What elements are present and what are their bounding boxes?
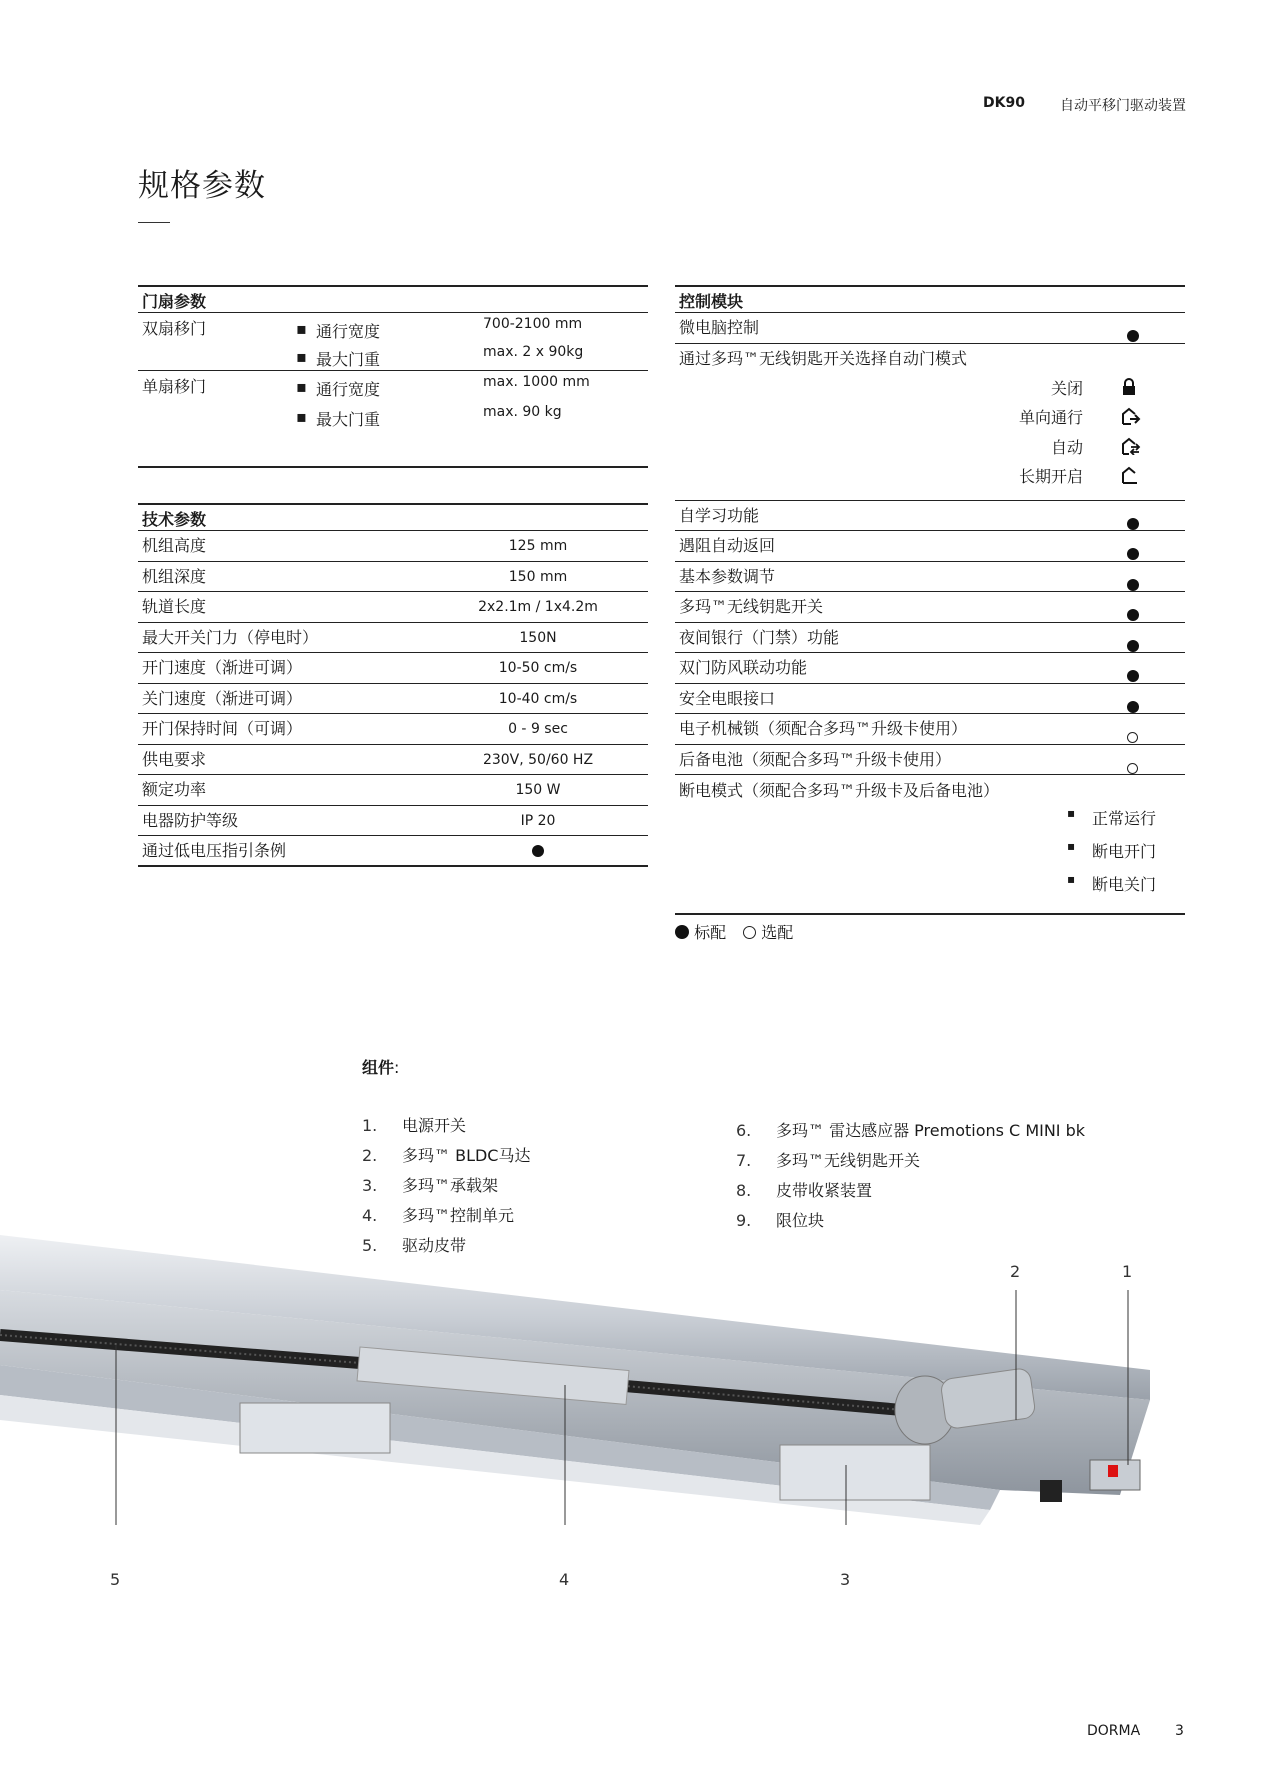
control-heading: 控制模块 — [675, 285, 1185, 313]
param-value: max. 2 x 90kg — [483, 344, 584, 360]
table-row — [138, 775, 648, 806]
table-row — [138, 684, 648, 715]
table-row — [675, 313, 1185, 344]
param-label: 通行宽度 — [316, 380, 381, 399]
table-row — [138, 806, 648, 837]
row-label: 基本参数调节 — [679, 566, 776, 586]
components-list-right — [736, 1116, 1085, 1236]
optional-ring-icon — [743, 926, 756, 939]
open-icon — [1121, 466, 1141, 488]
row-label: 夜间银行（门禁）功能 — [679, 627, 840, 647]
table-row — [138, 836, 648, 867]
list-item: 6. 多玛™ 雷达感应器 Premotions C MINI bk — [736, 1121, 1086, 1140]
switch-red — [1108, 1465, 1118, 1477]
one-way-icon — [1121, 407, 1141, 429]
param-label: 通行宽度 — [316, 322, 381, 341]
row-label: 开门速度（渐进可调） — [142, 658, 303, 677]
bullet-icon: ▪ — [296, 407, 307, 426]
control-module-table — [675, 285, 1185, 915]
param-label: 最大门重 — [316, 410, 381, 429]
legend-standard: 标配 — [694, 923, 727, 942]
table-row — [675, 745, 1185, 776]
row-label: 遇阻自动返回 — [679, 536, 776, 555]
table-row — [675, 714, 1185, 745]
footer-brand: DORMA — [1087, 1723, 1141, 1739]
row-label: 额定功率 — [142, 780, 207, 799]
table-row — [138, 653, 648, 684]
carriage-left — [240, 1403, 390, 1453]
list-item: 2. 多玛™ BLDC马达 — [362, 1146, 531, 1165]
row-value: 150 W — [515, 782, 561, 798]
model-code: DK90 — [983, 95, 1025, 111]
callout-2: 2 — [1010, 1262, 1021, 1281]
param-label: 最大门重 — [316, 350, 381, 369]
bullet-icon: ▪ — [296, 319, 307, 338]
door-params-table — [138, 285, 648, 468]
mode-label: 长期开启 — [1018, 466, 1083, 486]
list-item: 5. 驱动皮带 — [362, 1236, 467, 1255]
table-row — [675, 531, 1185, 562]
row-label: 通过低电压指引条例 — [142, 841, 287, 860]
table-row — [138, 623, 648, 654]
table-row — [675, 623, 1185, 654]
row-label: 机组高度 — [142, 536, 207, 555]
bullet-icon: ▪ — [296, 377, 307, 396]
param-value: max. 90 kg — [483, 404, 562, 420]
list-item: 9. 限位块 — [736, 1211, 825, 1230]
bullet-icon: ▪ — [1067, 806, 1076, 820]
row-value: 150 mm — [508, 568, 568, 585]
divider — [138, 370, 648, 371]
row-value: 0 - 9 sec — [508, 721, 568, 737]
standard-dot-icon — [438, 845, 638, 859]
table-row — [138, 745, 648, 776]
row-value: 10-50 cm/s — [498, 660, 578, 676]
list-item: 4. 多玛™控制单元 — [362, 1206, 515, 1225]
list-item: 7. 多玛™无线钥匙开关 — [736, 1151, 921, 1170]
row-label: 开门保持时间（可调） — [142, 719, 303, 738]
operator-illustration — [0, 1235, 1276, 1580]
standard-dot-icon — [675, 925, 689, 939]
table-row — [138, 562, 648, 593]
title-underline — [138, 222, 170, 223]
power-fail-option: 断电开门 — [1092, 842, 1157, 861]
param-value: max. 1000 mm — [483, 374, 590, 390]
page-number: 3 — [1175, 1723, 1184, 1739]
lock-icon — [1121, 378, 1137, 400]
carriage-right — [780, 1445, 930, 1500]
row-label: 后备电池（须配合多玛™升级卡使用） — [679, 749, 952, 769]
row-label: 多玛™无线钥匙开关 — [679, 597, 824, 616]
door-params-heading: 门扇参数 — [138, 285, 648, 313]
row-label: 关门速度（渐进可调） — [142, 688, 303, 708]
table-row — [675, 653, 1185, 684]
mode-label: 单向通行 — [1018, 407, 1083, 427]
table-row — [138, 531, 648, 562]
row-label: 电器防护等级 — [142, 810, 239, 830]
callout-5: 5 — [110, 1570, 121, 1589]
row-label: 安全电眼接口 — [679, 688, 776, 708]
row-value: 10-40 cm/s — [498, 690, 578, 707]
list-item: 8. 皮带收紧装置 — [736, 1181, 873, 1200]
callout-4: 4 — [559, 1570, 570, 1589]
row-label: 双门防风联动功能 — [679, 658, 808, 677]
table-row — [138, 714, 648, 745]
mode-selection — [675, 344, 1185, 501]
callout-3: 3 — [840, 1570, 851, 1589]
power-fail-label: 断电模式（须配合多玛™升级卡及后备电池） — [679, 781, 1000, 800]
param-value: 700-2100 mm — [483, 316, 583, 332]
table-row — [675, 592, 1185, 623]
mode-label: 关闭 — [1050, 378, 1083, 398]
row-value: 2x2.1m / 1x4.2m — [478, 599, 598, 615]
tech-params-heading: 技术参数 — [138, 503, 648, 531]
automatic-icon — [1121, 437, 1141, 459]
table-row — [675, 562, 1185, 593]
document-title: 自动平移门驱动装置 — [1060, 98, 1186, 114]
table-row — [675, 501, 1185, 532]
list-item: 3. 多玛™承载架 — [362, 1176, 499, 1195]
limit-block — [1040, 1480, 1062, 1502]
mode-label: 自动 — [1050, 437, 1083, 457]
row-label: 微电脑控制 — [679, 318, 760, 337]
row-value: 230V, 50/60 HZ — [482, 751, 594, 768]
tech-params-table — [138, 503, 648, 867]
page-title: 规格参数 — [138, 168, 266, 204]
table-row — [138, 592, 648, 623]
row-label: 供电要求 — [142, 749, 207, 769]
power-fail-section — [675, 775, 1185, 915]
bullet-icon: ▪ — [1067, 872, 1076, 886]
legend-optional: 选配 — [761, 923, 794, 942]
bullet-icon: ▪ — [296, 347, 307, 366]
row-value: 125 mm — [508, 538, 568, 554]
row-value: IP 20 — [520, 812, 556, 829]
power-fail-option: 正常运行 — [1092, 809, 1157, 828]
callout-1: 1 — [1122, 1262, 1133, 1281]
table-row — [675, 684, 1185, 715]
bullet-icon: ▪ — [1067, 839, 1076, 853]
row-label: 机组深度 — [142, 566, 207, 586]
row-label: 轨道长度 — [142, 597, 207, 616]
row-label: 最大开关门力（停电时） — [142, 627, 319, 647]
mode-select-label: 通过多玛™无线钥匙开关选择自动门模式 — [679, 348, 968, 368]
power-fail-option: 断电关门 — [1092, 875, 1157, 894]
door-type-double: 双扇移门 — [142, 319, 207, 338]
legend — [675, 920, 793, 943]
components-title: 组件: — [362, 1058, 400, 1077]
door-type-single: 单扇移门 — [142, 377, 207, 396]
row-value: 150N — [519, 629, 557, 646]
row-label: 自学习功能 — [679, 505, 760, 525]
list-item: 1. 电源开关 — [362, 1116, 467, 1135]
row-label: 电子机械锁（须配合多玛™升级卡使用） — [679, 719, 968, 738]
